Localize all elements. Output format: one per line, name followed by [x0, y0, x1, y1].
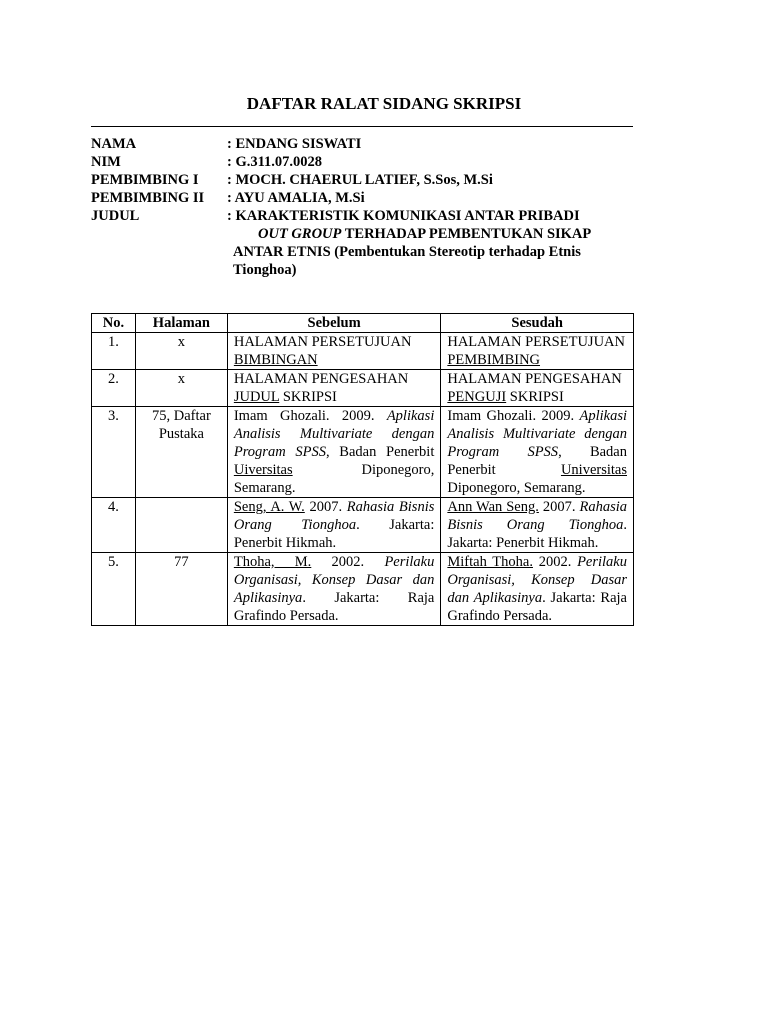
row-halaman: 77: [135, 553, 227, 626]
row-sesudah: Ann Wan Seng. 2007. Rahasia Bisnis Orang Tionghoa. Jakarta: Penerbit Hikmah.: [441, 498, 634, 553]
row-halaman: x: [135, 370, 227, 407]
table-row: [92, 333, 634, 370]
row-no: 2.: [92, 370, 136, 407]
judul-line-2: [258, 225, 591, 243]
judul-line-1: : KARAKTERISTIK KOMUNIKASI ANTAR PRIBADI: [227, 208, 580, 224]
row-halaman: [135, 498, 227, 553]
pembimbing-2-value: : AYU AMALIA, M.Si: [227, 190, 365, 206]
judul-out-group-italic: OUT GROUP: [258, 226, 342, 242]
header-sesudah: Sesudah: [441, 314, 634, 333]
row-sesudah: Miftah Thoha. 2002. Perilaku Organisasi, Konsep Dasar dan Aplikasinya. Jakarta: Raja Grafindo Persada.: [441, 553, 634, 626]
pembimbing-1-label: PEMBIMBING I: [91, 172, 199, 188]
row-no: 4.: [92, 498, 136, 553]
table-row: [92, 498, 634, 553]
table-row: [92, 407, 634, 498]
judul-line-2-rest: TERHADAP PEMBENTUKAN SIKAP: [341, 226, 592, 242]
judul-line-3: ANTAR ETNIS (Pembentukan Stereotip terhadap Etnis: [233, 244, 581, 260]
nim-label: NIM: [91, 154, 121, 170]
header-sebelum: Sebelum: [227, 314, 441, 333]
row-halaman: 75, Daftar Pustaka: [135, 407, 227, 498]
title-underline-divider: [91, 126, 633, 127]
row-no: 3.: [92, 407, 136, 498]
row-halaman: x: [135, 333, 227, 370]
nim-value: : G.311.07.0028: [227, 154, 323, 170]
nama-label: NAMA: [91, 136, 137, 152]
row-sesudah: HALAMAN PERSETUJUAN PEMBIMBING: [441, 333, 634, 370]
judul-line-4: Tionghoa): [233, 262, 297, 278]
row-no: 5.: [92, 553, 136, 626]
row-sesudah: Imam Ghozali. 2009. Aplikasi Analisis Multivariate dengan Program SPSS, Badan Penerbit Universitas Diponegoro, Semarang.: [441, 407, 634, 498]
table-row: [92, 553, 634, 626]
row-no: 1.: [92, 333, 136, 370]
table-header-row: [92, 314, 634, 333]
document-title: DAFTAR RALAT SIDANG SKRIPSI: [246, 94, 522, 113]
table-row: [92, 370, 634, 407]
pembimbing-2-label: PEMBIMBING II: [91, 190, 205, 206]
header-no: No.: [92, 314, 136, 333]
row-sebelum: HALAMAN PENGESAHAN JUDUL SKRIPSI: [227, 370, 441, 407]
row-sebelum: HALAMAN PERSETUJUAN BIMBINGAN: [227, 333, 441, 370]
pembimbing-1-value: : MOCH. CHAERUL LATIEF, S.Sos, M.Si: [227, 172, 493, 188]
header-halaman: Halaman: [135, 314, 227, 333]
row-sebelum: Imam Ghozali. 2009. Aplikasi Analisis Multivariate dengan Program SPSS, Badan Penerbit Uiversitas Diponegoro, Semarang.: [227, 407, 441, 498]
row-sebelum: Seng, A. W. 2007. Rahasia Bisnis Orang Tionghoa. Jakarta: Penerbit Hikmah.: [227, 498, 441, 553]
row-sesudah: HALAMAN PENGESAHAN PENGUJI SKRIPSI: [441, 370, 634, 407]
ralat-table: [91, 313, 634, 626]
nama-value: : ENDANG SISWATI: [227, 136, 362, 152]
judul-label: JUDUL: [91, 208, 140, 224]
row-sebelum: Thoha, M. 2002. Perilaku Organisasi, Konsep Dasar dan Aplikasinya. Jakarta: Raja Grafindo Persada.: [227, 553, 441, 626]
